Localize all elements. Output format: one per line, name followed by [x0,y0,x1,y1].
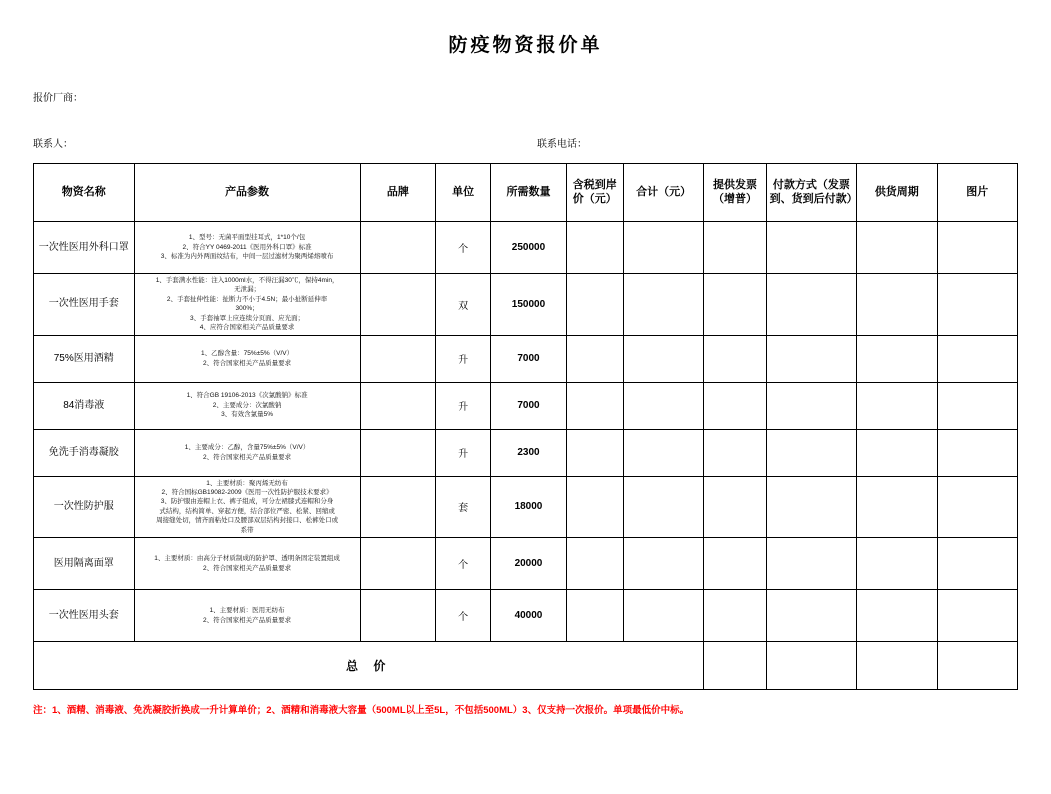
header-payment-terms: 付款方式（发票到、货到后付款） [766,164,856,222]
cell-invoice[interactable] [704,382,766,429]
cell-subtotal[interactable] [623,222,703,274]
cell-brand[interactable] [360,429,435,476]
cell-material-name: 一次性医用头套 [34,590,135,642]
cell-product-params: 1、主要材质：医用无纺布 2、符合国家相关产品质量要求 [134,590,360,642]
cell-price[interactable] [566,335,623,382]
total-row [34,642,1018,690]
cell-quantity: 2300 [491,429,566,476]
total-cycle[interactable] [857,642,937,690]
cell-picture[interactable] [937,335,1017,382]
cell-brand[interactable] [360,335,435,382]
cell-picture[interactable] [937,538,1017,590]
cell-material-name: 75%医用酒精 [34,335,135,382]
phone-label: 联系电话： [537,139,587,150]
cell-payment[interactable] [766,222,856,274]
cell-price[interactable] [566,274,623,336]
cell-brand[interactable] [360,590,435,642]
cell-unit: 个 [436,222,491,274]
cell-subtotal[interactable] [623,274,703,336]
cell-cycle[interactable] [857,274,937,336]
header-unit: 单位 [436,164,491,222]
cell-picture[interactable] [937,476,1017,538]
vendor-label: 报价厂商： [33,93,83,104]
cell-invoice[interactable] [704,274,766,336]
cell-subtotal[interactable] [623,429,703,476]
table-row [34,222,1018,274]
cell-invoice[interactable] [704,429,766,476]
table-row [34,274,1018,336]
cell-product-params: 1、手套满水性能：注入1000ml水，不得汪漏30℃，保持4min， 无泄漏； 2、手套扯伸性能：扯断力不小于4.5N；最小扯断延伸率 300%； 3、手套袖罩上应连续分页面、应光面； 4、应符合国家相关产品质量要求 [134,274,360,336]
cell-payment[interactable] [766,590,856,642]
table-body [34,222,1018,690]
cell-payment[interactable] [766,538,856,590]
cell-product-params: 1、符合GB 19106-2013《次氯酸钠》标准 2、主要成分：次氯酸钠 3、有效含氯量5% [134,382,360,429]
cell-unit: 个 [436,590,491,642]
cell-cycle[interactable] [857,382,937,429]
cell-price[interactable] [566,222,623,274]
total-picture[interactable] [937,642,1017,690]
cell-subtotal[interactable] [623,382,703,429]
cell-brand[interactable] [360,538,435,590]
cell-brand[interactable] [360,476,435,538]
header-product-params: 产品参数 [134,164,360,222]
page-title: 防疫物资报价单 [448,35,603,56]
table-row [34,335,1018,382]
cell-cycle[interactable] [857,429,937,476]
cell-invoice[interactable] [704,590,766,642]
cell-brand[interactable] [360,274,435,336]
cell-material-name: 84消毒液 [34,382,135,429]
cell-quantity: 40000 [491,590,566,642]
cell-price[interactable] [566,590,623,642]
cell-brand[interactable] [360,382,435,429]
header-invoice: 提供发票（增普） [704,164,766,222]
vendor-row [0,89,1051,105]
cell-invoice[interactable] [704,222,766,274]
cell-unit: 升 [436,429,491,476]
cell-quantity: 150000 [491,274,566,336]
cell-unit: 升 [436,335,491,382]
cell-price[interactable] [566,476,623,538]
table-row [34,382,1018,429]
cell-subtotal[interactable] [623,476,703,538]
footer-note: 注：1、酒精、消毒液、免洗凝胶折换成一升计算单价；2、酒精和消毒液大容量（500ML以上至5L，不包括500ML）3、仅支持一次报价。单项最低价中标。 [33,705,690,717]
cell-price[interactable] [566,382,623,429]
cell-picture[interactable] [937,429,1017,476]
total-label: 总 价 [34,642,704,690]
cell-material-name: 免洗手消毒凝胶 [34,429,135,476]
header-quantity: 所需数量 [491,164,566,222]
cell-picture[interactable] [937,222,1017,274]
total-payment[interactable] [766,642,856,690]
cell-unit: 升 [436,382,491,429]
header-tax-inclusive-price: 含税到岸价（元） [566,164,623,222]
contact-label: 联系人： [33,139,73,150]
cell-invoice[interactable] [704,335,766,382]
cell-payment[interactable] [766,274,856,336]
cell-picture[interactable] [937,274,1017,336]
cell-product-params: 1、主要材质：由高分子材质制成的防护罩、透明条固定装置组成 2、符合国家相关产品质量要求 [134,538,360,590]
cell-price[interactable] [566,538,623,590]
cell-picture[interactable] [937,590,1017,642]
total-invoice[interactable] [704,642,766,690]
cell-cycle[interactable] [857,335,937,382]
cell-payment[interactable] [766,335,856,382]
cell-quantity: 250000 [491,222,566,274]
cell-material-name: 一次性医用外科口罩 [34,222,135,274]
cell-material-name: 医用隔离面罩 [34,538,135,590]
cell-quantity: 7000 [491,335,566,382]
cell-cycle[interactable] [857,476,937,538]
cell-product-params: 1、乙醇含量：75%±5%（V/V） 2、符合国家相关产品质量要求 [134,335,360,382]
cell-subtotal[interactable] [623,538,703,590]
cell-material-name: 一次性医用手套 [34,274,135,336]
cell-material-name: 一次性防护服 [34,476,135,538]
cell-subtotal[interactable] [623,590,703,642]
cell-payment[interactable] [766,476,856,538]
cell-quantity: 7000 [491,382,566,429]
cell-invoice[interactable] [704,476,766,538]
table-row [34,476,1018,538]
cell-product-params: 1、主要成分：乙醇，含量75%±5%（V/V） 2、符合国家相关产品质量要求 [134,429,360,476]
cell-quantity: 20000 [491,538,566,590]
quotation-table [33,163,1018,690]
cell-invoice[interactable] [704,538,766,590]
header-supply-cycle: 供货周期 [857,164,937,222]
cell-payment[interactable] [766,429,856,476]
cell-cycle[interactable] [857,222,937,274]
cell-unit: 双 [436,274,491,336]
cell-picture[interactable] [937,382,1017,429]
header-brand: 品牌 [360,164,435,222]
cell-quantity: 18000 [491,476,566,538]
quotation-page [0,30,1051,794]
table-row [34,538,1018,590]
cell-unit: 个 [436,538,491,590]
table-row [34,590,1018,642]
contact-row [0,135,1051,151]
cell-unit: 套 [436,476,491,538]
table-header-row [34,164,1018,222]
cell-cycle[interactable] [857,538,937,590]
cell-subtotal[interactable] [623,335,703,382]
cell-product-params: 1、主要材质：聚丙烯无纺布 2、符合国标GB19082-2009《医用一次性防护服技术要求》 3、防护服由连帽上衣、裤子组成，可分左裙膝式连帽和分身 式结构，结构简单、穿起方便，结合部位严密、松紧、回缩或 周接缝处切，情齐面粘处口及腰部双层结构封接口、松裤处口或 系带 [134,476,360,538]
cell-brand[interactable] [360,222,435,274]
cell-price[interactable] [566,429,623,476]
table-row [34,429,1018,476]
cell-cycle[interactable] [857,590,937,642]
header-material-name: 物资名称 [34,164,135,222]
cell-payment[interactable] [766,382,856,429]
header-picture: 图片 [937,164,1017,222]
header-subtotal: 合计（元） [623,164,703,222]
cell-product-params: 1、型号：无菌平面型挂耳式，1*10个/包 2、符合YY 0469-2011《医用外科口罩》标准 3、标准为内外两面纹结布，中间一层过滤材为聚两烯熔喷布 [134,222,360,274]
